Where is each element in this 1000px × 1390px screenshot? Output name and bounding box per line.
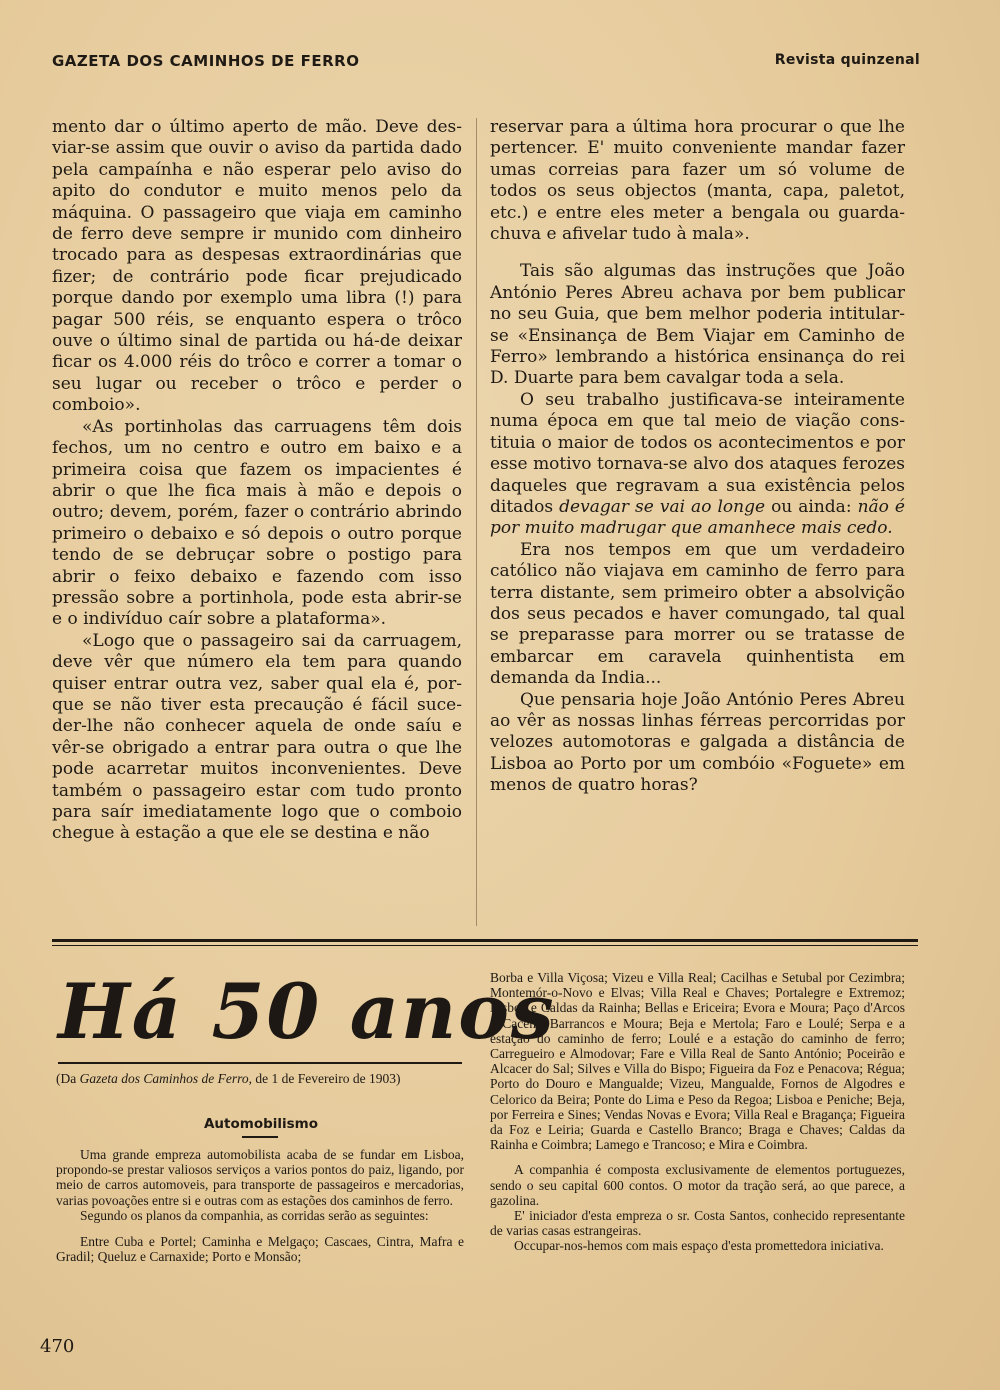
paragraph: Que pensaria hoje João António Peres Abreu ao vêr as nossas linhas férreas percorridas por velozes automotoras e galgada a distância de Lisboa ao Porto por um combóio «Foguete» em menos de quatro horas? — [490, 689, 905, 796]
paragraph: Borba e Villa Viçosa; Vizeu e Villa Real; Cacilhas e Setubal por Cezimbra; Montemór-o-Novo e Elvas; Villa Real e Chaves; Portalegre e Extremoz; Lisboa e Caldas da Rainha; Bellas e Ericeira; Evora e Moura; Paço d'Arcos e Cacem; Barrancos e Moura; Beja e Mertola; Faro e Loulé; Serpa e a estação do caminho de ferro; Loulé e a estação do caminho de ferro; Carregueiro e Almodovar; Fare e Villa Real de Santo António; Poceirão e Alcacer do Sal; Silves e Villa do Bispo; Figueira da Foz e Penacova; Régua; Porto do Douro e Mangualde; Vizeu, Mangualde, Fornos de Algodres e Celorico da Beira; Ponte do Lima e Peso da Regoa; Lisboa e Peniche; Beja, por Ferreira e Sines; Vendas Novas e Evora; Villa Real e Bragança; Figueira da Foz e Leiria; Guarda e Castello Branco; Braga e Chaves; Caldas da Rainha e Coimbra; Lamego e Trancoso; e Mira e Coimbra. — [490, 970, 905, 1153]
paragraph: Tais são algumas das instruções que João António Peres Abreu achava por bem publicar no seu Guia, que bem melhor poderia intitular-se «Ensinança de Bem Viajar em Caminho de Ferro» lembrando a histórica ensinança do rei D. Duarte para bem cavalgar toda a sela. — [490, 261, 905, 389]
paragraph: «As portinholas das carruagens têm dois fechos, um no centro e outro em baixo e a primeira coisa que fazem os impacientes é abrir o que lhe fica mais à mão e depois o outro; devem, porém, fazer o contrário abrindo primeiro o debaixo e só depois o outro porque tendo de se debruçar sobre o postigo para abrir o feixo debaixo e fazendo com isso pressão sobre a portinhola, pode esta abrir-se e o indivíduo caír sobre a plataforma». — [52, 416, 462, 630]
left-text-column — [52, 117, 462, 927]
italic-saying: devagar se vai ao longe — [559, 496, 766, 517]
paragraph: Segundo os planos da companhia, as corridas serão as seguintes: — [80, 1207, 429, 1223]
section-divider-thick — [52, 939, 918, 942]
paragraph: reservar para a última hora procurar o que lhe pertencer. E' muito conveniente mandar fazer umas correias para fazer um só volume de todos os seus objectos (manta, capa, paletot, etc.) e entre eles meter a bengala ou guarda-chuva e afivelar tudo à mala». — [490, 117, 905, 245]
journal-subtitle: Revista quinzenal — [774, 52, 920, 68]
italic-saying: não é por muito madrugar que amanhece mais cedo. — [490, 496, 905, 539]
text-run: ou ainda: — [765, 496, 858, 517]
paragraph: E' iniciador d'esta empreza o sr. Costa Santos, conhecido representante de varias casas estrangeiras. — [490, 1208, 905, 1239]
paragraph — [490, 390, 905, 540]
source-citation — [56, 1071, 466, 1087]
logo-underline — [58, 1062, 462, 1064]
paragraph: mento dar o último aperto de mão. Deve desviar-se assim que ouvir o aviso da partida dado pela campaínha e não esperar pelo aviso do apito do condutor e muito menos pelo da máquina. O passageiro que viaja em caminho de ferro deve sempre ir munido com dinheiro trocado para as despesas extraordinárias que fizer; de contrário pode ficar prejudicado porque dando por exemplo uma libra (!) para pagar 500 réis, se enquanto espera o trôco ouve o último sinal de partida ou há-de deixar ficar os 4.000 réis do trôco e correr a tomar o seu lugar ou receber o trôco e perder o comboio». — [52, 117, 462, 416]
right-text-column — [490, 117, 905, 927]
column-divider — [476, 118, 477, 926]
paragraph: Uma grande empreza automobilista acaba de se fundar em Lisboa, propondo-se prestar valiosos serviços a varios pontos do paiz, ligando, por meio de carros automoveis, para transporte de passageiros e mercadorias, varias povoações entre si e outras com as estações dos caminhos de ferro. — [56, 1147, 464, 1208]
paragraph: Era nos tempos em que um verdadeiro católico não viajava em caminho de ferro para terra distante, sem primeiro obter a absolvição dos seus pecados e haver comungado, tal qual se preparasse para morrer ou se tratasse de embarcar em caravela quinhentista em demanda da India... — [490, 539, 905, 689]
citation-prefix: (Da — [56, 1071, 80, 1086]
paragraph: Entre Cuba e Portel; Caminha e Melgaço; Cascaes, Cintra, Mafra e Gradil; Queluz e Carnaxide; Porto e Monsão; — [56, 1234, 464, 1265]
citation-suffix: , de 1 de Fevereiro de 1903) — [248, 1071, 401, 1086]
section-divider-thin — [52, 945, 918, 946]
article-subheading: Automobilismo — [203, 1116, 319, 1132]
journal-title: GAZETA DOS CAMINHOS DE FERRO — [52, 52, 360, 70]
paragraph: Occupar-nos-hemos com mais espaço d'esta promettedora iniciativa. — [514, 1238, 884, 1254]
subheading-rule — [242, 1136, 278, 1138]
article-right-column — [490, 970, 905, 1254]
page-number: 470 — [40, 1336, 75, 1357]
section-logo: Há 50 anos — [58, 967, 556, 1056]
paragraph: «Logo que o passageiro sai da carruagem, deve vêr que número ela tem para quando quiser entrar outra vez, saber qual ela é, porque se não tiver esta precaução é fácil suceder-lhe não conhecer aquela de onde saíu e vêr-se obrigado a entrar para outra o que lhe pode acarretar muitos inconvenientes. Deve também o passageiro estar com tudo pronto para saír imediatamente logo que o comboio chegue à estação a que ele se destina e não — [52, 630, 462, 844]
running-header — [52, 52, 920, 76]
citation-journal: Gazeta dos Caminhos de Ferro — [79, 1071, 249, 1086]
paragraph: A companhia é composta exclusivamente de elementos portuguezes, sendo o seu capital 600 contos. O motor da tração será, ao que parece, a gazolina. — [490, 1162, 905, 1208]
text-run: O seu trabalho justificava-se inteiramente numa época em que tal meio de viação constituia o maior de todos os acontecimentos e por esse motivo tornava-se alvo dos ataques ferozes daqueles que regravam a sua existência pelos ditados — [490, 389, 905, 517]
article-left-column — [56, 1147, 464, 1264]
